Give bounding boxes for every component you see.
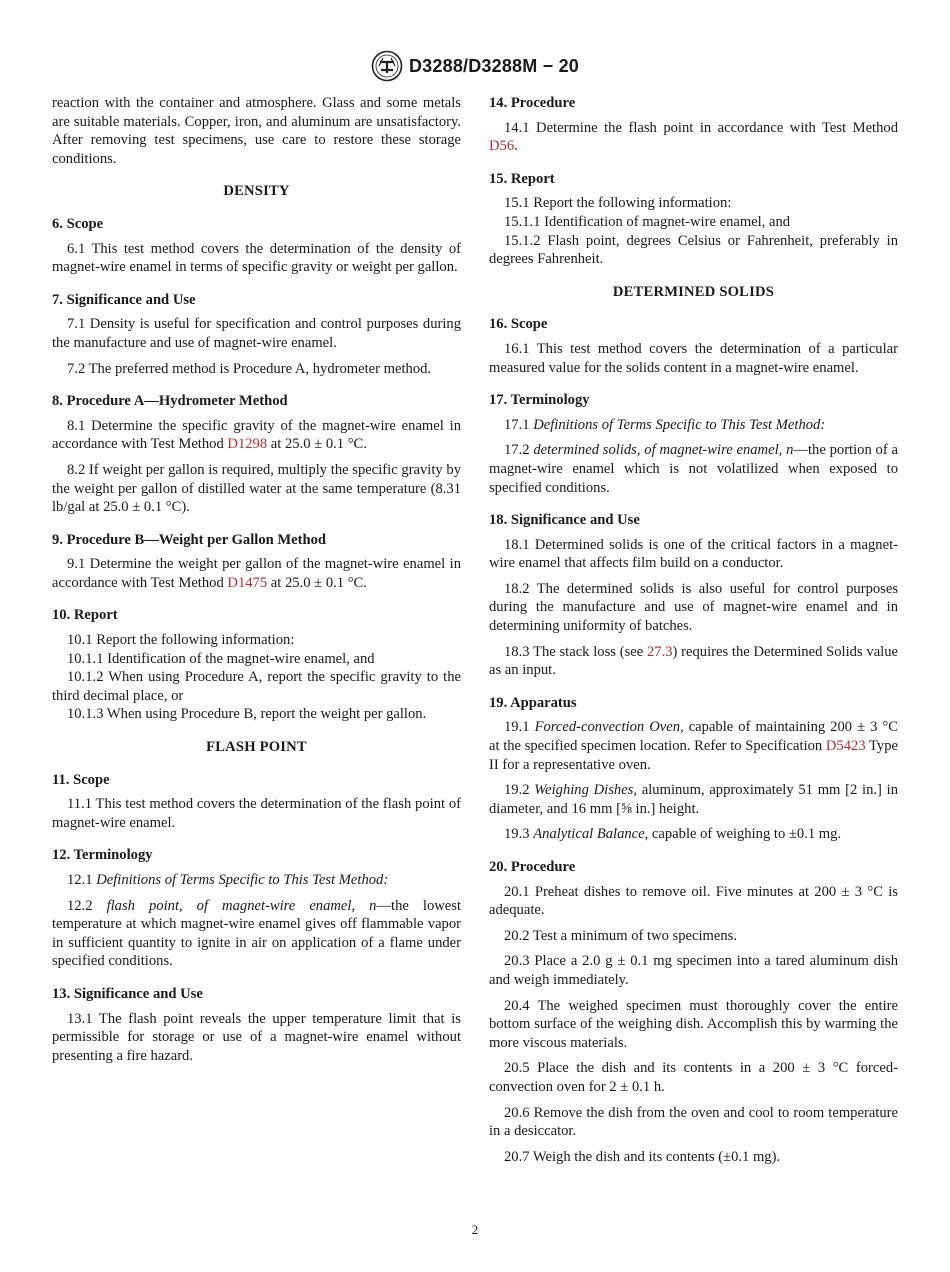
paragraph: 10.1.2 When using Procedure A, report the specific gravity to the third decimal place, or [52,669,461,704]
text: 18.3 The stack loss (see [504,643,647,660]
section-11-heading: 11. Scope [52,771,110,788]
left-column [52,94,461,1072]
link-d1475[interactable]: D1475 [227,574,268,591]
text: 9.1 Determine the weight per gallon of the magnet-wire enamel in accordance with Test Method [52,556,461,591]
paragraph: 8.2 If weight per gallon is required, multiply the specific gravity by the weight per gallon of distilled water at the same temperature (8.31 lb/gal at 25.0 ± 0.1 °C). [52,461,461,516]
section-heading-determined-solids: DETERMINED SOLIDS [612,283,775,300]
paragraph: 20.4 The weighed specimen must thoroughly cover the entire bottom surface of the weighing dish. Accomplish this by warming the more viscous materials. [489,997,898,1051]
text: ) requires the Determined Solids value as an input. [489,643,898,679]
text: capable of maintaining 200 ± 3 °C at the specified specimen location. Refer to Specification [489,719,898,755]
paragraph: 18.1 Determined solids is one of the critical factors in a magnet-wire enamel that affects film build on a conductor. [489,536,898,572]
text: 12.2 [67,897,107,914]
italic-text: Definitions of Terms Specific to This Test Method: [96,872,389,888]
section-14-heading: 14. Procedure [489,95,576,111]
text: 17.2 [504,442,534,459]
paragraph: 13.1 The flash point reveals the upper temperature limit that is permissible for storage or use of a magnet-wire enamel without presenting a fire hazard. [52,1010,461,1064]
text: . [514,138,518,155]
section-heading-density: DENSITY [223,183,290,200]
section-12-heading: 12. Terminology [52,847,153,864]
paragraph [489,119,898,156]
paragraph [489,781,898,818]
paragraph: 20.1 Preheat dishes to remove oil. Five minutes at 200 ± 3 °C is adequate. [489,883,898,919]
section-7-heading: 7. Significance and Use [52,291,196,308]
link-d5423[interactable]: D5423 [825,738,866,755]
paragraph [489,825,898,844]
text: Type II for a representative oven. [489,738,898,773]
paragraph [489,643,898,680]
page-number: 2 [471,1222,479,1237]
paragraph: 15.1.2 Flash point, degrees Celsius or Fahrenheit, preferably in degrees Fahrenheit. [489,232,898,268]
section-15-heading: 15. Report [489,170,555,187]
section-16-heading: 16. Scope [489,316,548,333]
text: 8.1 Determine the specific gravity of the magnet-wire enamel in accordance with Test Method [52,417,461,453]
link-d56[interactable]: D56 [489,138,515,155]
italic-term: determined solids, of magnet-wire enamel, n [533,442,794,459]
paragraph: 10.1.1 Identification of the magnet-wire enamel, and [67,650,375,667]
text: aluminum, approximately 51 mm [2 in.] in diameter, and 16 mm [⅝ in.] height. [489,782,899,817]
paragraph [52,871,461,890]
document-id: D3288/D3288M − 20 [408,55,579,76]
astm-logo-icon [371,50,403,82]
paragraph: 20.2 Test a minimum of two specimens. [504,927,737,944]
text: —the portion of a magnet-wire enamel which is not volatilized when exposed to specified conditions. [489,442,898,496]
italic-term: Weighing Dishes, [534,782,638,799]
paragraph: 11.1 This test method covers the determination of the flash point of magnet-wire enamel. [52,796,461,831]
paragraph: 16.1 This test method covers the determination of a particular measured value for the solids content in a magnet-wire enamel. [489,340,898,376]
section-20-heading: 20. Procedure [489,859,576,875]
section-18-heading: 18. Significance and Use [489,512,640,529]
paragraph [52,555,461,592]
right-column [489,94,898,1173]
paragraph: 6.1 This test method covers the determination of the density of magnet-wire enamel in terms of specific gravity or weight per gallon. [52,240,461,276]
link-d1298[interactable]: D1298 [227,436,268,453]
text: at 25.0 ± 0.1 °C. [267,436,367,453]
section-13-heading: 13. Significance and Use [52,985,203,1002]
text: capable of weighing to ±0.1 mg. [648,826,842,843]
paragraph: reaction with the container and atmosphere. Glass and some metals are suitable materials. Copper, iron, and aluminum are unsatisfactory. After removing test specimens, use care to restore these storage conditions. [52,95,461,167]
text: —the lowest temperature at which magnet-wire enamel gives off flammable vapor in sufficient quantity to ignite in air on application of a flame under specified conditions. [52,897,461,970]
paragraph: 20.6 Remove the dish from the oven and cool to room temperature in a desiccator. [489,1104,898,1140]
section-19-heading: 19. Apparatus [489,694,577,711]
text: 14.1 Determine the flash point in accordance with Test Method [504,119,898,136]
paragraph [489,416,898,435]
section-8-heading: 8. Procedure A—Hydrometer Method [52,393,288,410]
paragraph: 20.5 Place the dish and its contents in a 200 ± 3 °C forced-convection oven for 2 ± 0.1 h. [489,1060,898,1095]
paragraph: 10.1 Report the following information: [67,632,295,649]
italic-text: Definitions of Terms Specific to This Test Method: [533,416,826,433]
text: 19.1 [504,719,535,736]
section-6-heading: 6. Scope [52,215,104,232]
text: 17.1 [504,416,534,433]
paragraph: 10.1.3 When using Procedure B, report the weight per gallon. [67,706,427,723]
link-27-3[interactable]: 27.3 [646,643,673,660]
text: at 25.0 ± 0.1 °C. [267,574,367,591]
text: 12.1 [67,872,97,888]
paragraph [489,718,898,774]
section-10-heading: 10. Report [52,607,118,624]
italic-term: Forced-convection Oven, [534,719,684,736]
paragraph: 18.2 The determined solids is also useful for control purposes during the manufacture and use of magnet-wire enamel and in determining uniformity of batches. [489,580,898,635]
paragraph: 15.1.1 Identification of magnet-wire enamel, and [504,213,791,230]
italic-term: flash point, of magnet-wire enamel, n [106,897,377,914]
paragraph [489,441,898,497]
paragraph [52,417,461,454]
text: 19.3 [504,826,534,843]
paragraph: 20.7 Weigh the dish and its contents (±0.1 mg). [504,1148,781,1165]
paragraph: 15.1 Report the following information: [504,195,732,212]
page-header [0,50,950,87]
paragraph: 20.3 Place a 2.0 g ± 0.1 mg specimen into a tared aluminum dish and weigh immediately. [489,953,898,988]
italic-term: Analytical Balance, [533,826,649,843]
section-9-heading: 9. Procedure B—Weight per Gallon Method [52,531,327,548]
section-17-heading: 17. Terminology [489,392,590,409]
paragraph: 7.2 The preferred method is Procedure A, hydrometer method. [67,360,432,377]
text: 19.2 [504,782,535,799]
paragraph [52,897,461,971]
paragraph: 7.1 Density is useful for specification and control purposes during the manufacture and use of magnet-wire enamel. [52,316,461,351]
section-heading-flash-point: FLASH POINT [206,739,307,756]
